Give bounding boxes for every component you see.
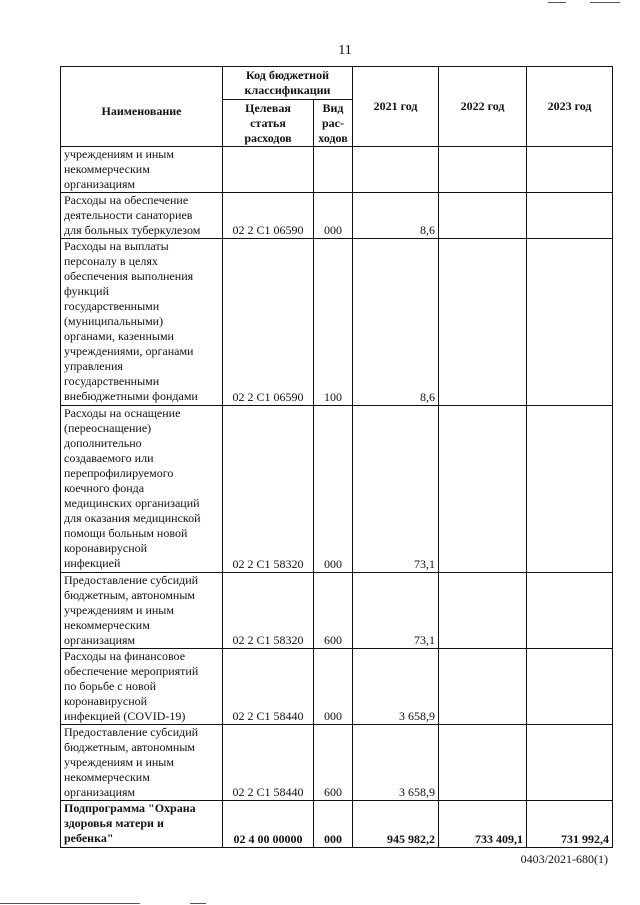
- table-row: [61, 406, 613, 573]
- row-2023: [527, 147, 613, 193]
- row-2022: [439, 649, 527, 725]
- row-code: 02 2 С1 58440: [223, 649, 314, 725]
- table-row: [61, 649, 613, 725]
- header-name: Наименование: [61, 67, 223, 147]
- row-code: 02 4 00 00000: [223, 801, 314, 848]
- row-2021: [353, 147, 439, 193]
- row-2023: [527, 193, 613, 239]
- row-name: Расходы на обеспечение деятельности санаториев для больных туберкулезом: [61, 193, 223, 239]
- table-row: [61, 147, 613, 193]
- row-code: 02 2 С1 58320: [223, 573, 314, 649]
- row-2023: 731 992,4: [527, 801, 613, 848]
- scan-mark-bottom: [0, 903, 140, 904]
- scan-mark-top-2: [590, 2, 620, 3]
- row-name: учреждениям и иным некоммерческим организациям: [61, 147, 223, 193]
- header-code-group: Код бюджетной классификации: [223, 67, 353, 100]
- row-2023: [527, 573, 613, 649]
- row-2021: 73,1: [353, 406, 439, 573]
- row-type: 000: [314, 801, 353, 848]
- row-type: 600: [314, 573, 353, 649]
- document-code: 0403/2021-680(1): [520, 852, 608, 866]
- header-year-2023: 2023 год: [527, 67, 613, 147]
- row-type: 000: [314, 649, 353, 725]
- row-2023: [527, 239, 613, 406]
- row-code: 02 2 С1 06590: [223, 239, 314, 406]
- row-2023: [527, 649, 613, 725]
- header-year-2021: 2021 год: [353, 67, 439, 147]
- row-name: Подпрограмма "Охрана здоровья матери и ребенка": [61, 801, 223, 848]
- budget-table: [60, 66, 613, 848]
- table-row: [61, 573, 613, 649]
- table-row: [61, 193, 613, 239]
- row-type: 100: [314, 239, 353, 406]
- row-2021: 945 982,2: [353, 801, 439, 848]
- row-2021: 8,6: [353, 239, 439, 406]
- row-name: Предоставление субсидий бюджетным, автономным учреждениям и иным некоммерческим организациям: [61, 725, 223, 801]
- row-type: 600: [314, 725, 353, 801]
- header-expense-type: Вид рас- ходов: [314, 100, 353, 147]
- row-2023: [527, 725, 613, 801]
- row-name: Предоставление субсидий бюджетным, автономным учреждениям и иным некоммерческим организациям: [61, 573, 223, 649]
- table-row: [61, 725, 613, 801]
- row-2021: 3 658,9: [353, 649, 439, 725]
- row-name: Расходы на финансовое обеспечение мероприятий по борьбе с новой коронавирусной инфекцией (COVID-19): [61, 649, 223, 725]
- row-2021: 3 658,9: [353, 725, 439, 801]
- row-2022: [439, 573, 527, 649]
- row-type: 000: [314, 193, 353, 239]
- scan-mark-bottom-2: [190, 903, 206, 904]
- scan-mark-top: [548, 2, 566, 3]
- row-2023: [527, 406, 613, 573]
- row-code: 02 2 С1 58440: [223, 725, 314, 801]
- row-code: 02 2 С1 06590: [223, 193, 314, 239]
- row-2022: [439, 406, 527, 573]
- row-2022: [439, 725, 527, 801]
- table-row-subprogram: [61, 801, 613, 848]
- page-number: 11: [338, 43, 352, 58]
- row-type: [314, 147, 353, 193]
- row-2021: 73,1: [353, 573, 439, 649]
- row-code: 02 2 С1 58320: [223, 406, 314, 573]
- row-2022: [439, 147, 527, 193]
- table-row: [61, 239, 613, 406]
- row-2022: [439, 193, 527, 239]
- row-code: [223, 147, 314, 193]
- header-year-2022: 2022 год: [439, 67, 527, 147]
- header-target-article: Целевая статья расходов: [223, 100, 314, 147]
- row-2022: [439, 239, 527, 406]
- row-name: Расходы на оснащение (переоснащение) дополнительно создаваемого или перепрофилируемого коечного фонда медицинских организаций для оказания медицинской помощи больным новой коронавирусной инфекцией: [61, 406, 223, 573]
- row-type: 000: [314, 406, 353, 573]
- row-2021: 8,6: [353, 193, 439, 239]
- row-name: Расходы на выплаты персоналу в целях обеспечения выполнения функций государственными (муниципальными) органами, казенными учреждениями, органами управления государственными внебюджетными фондами: [61, 239, 223, 406]
- row-2022: 733 409,1: [439, 801, 527, 848]
